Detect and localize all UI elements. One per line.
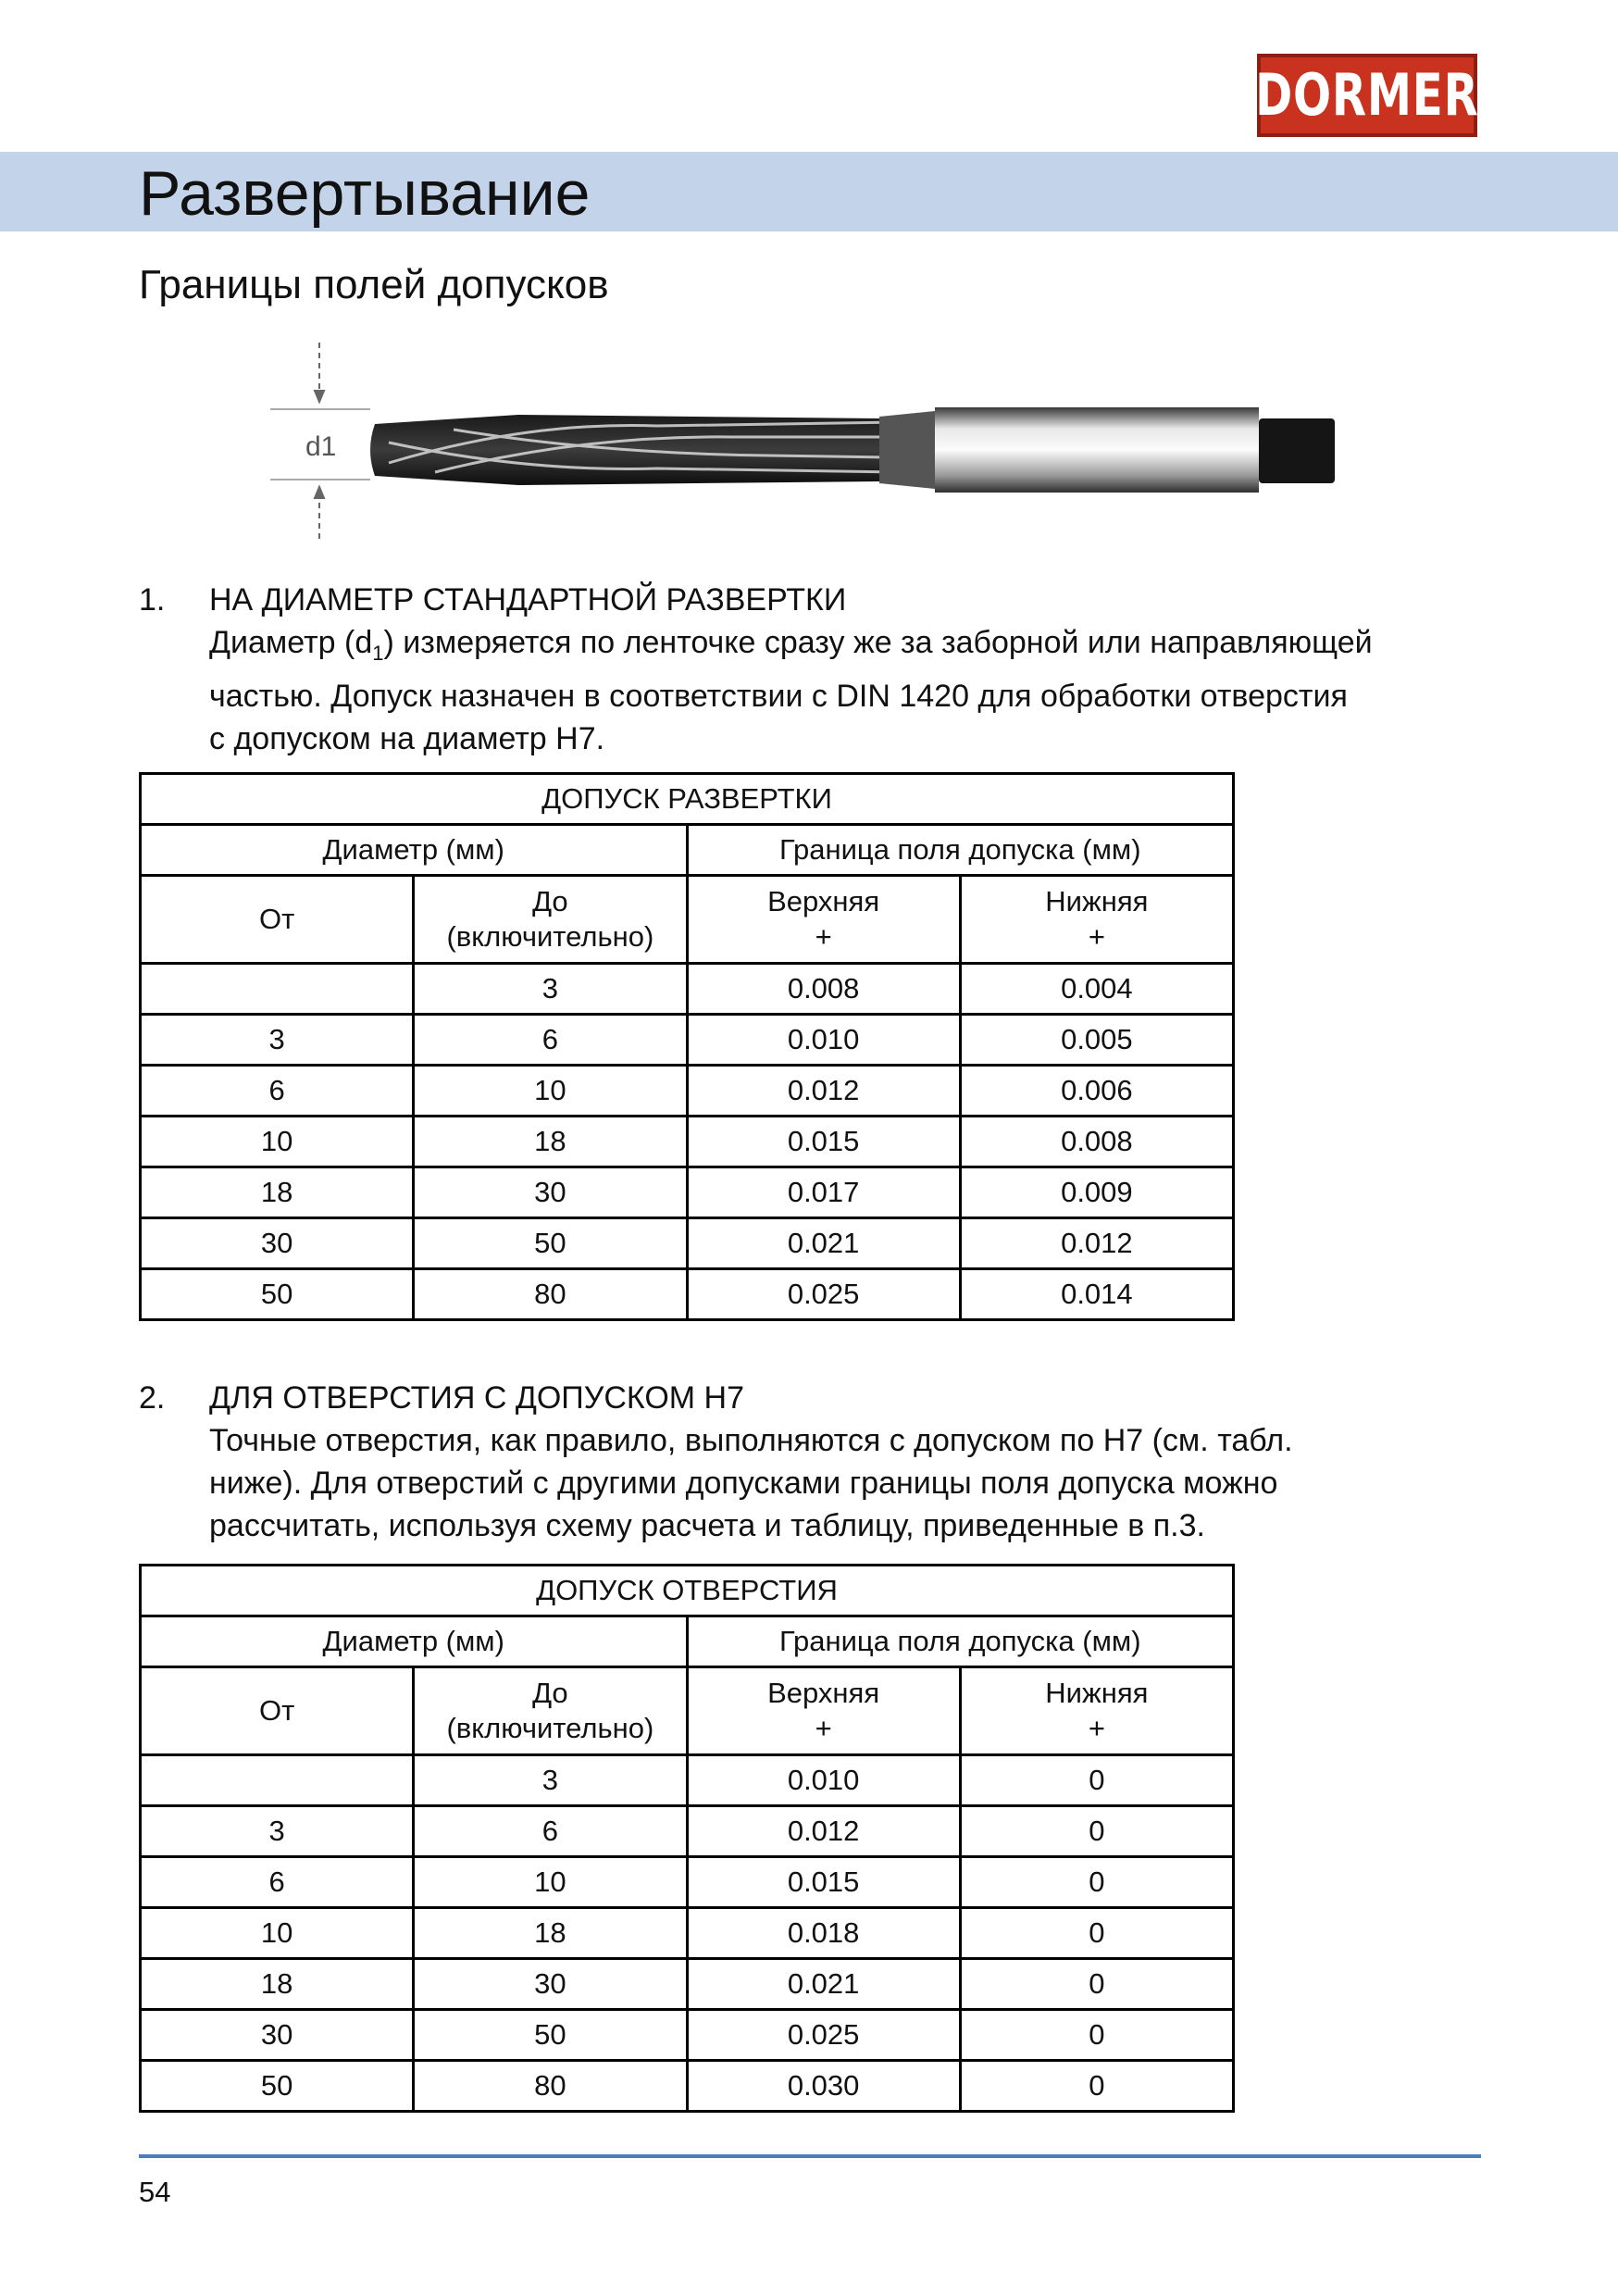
table-row: 18 30 0.017 0.009 — [141, 1167, 1234, 1218]
section-number: 2. — [139, 1380, 166, 1416]
table-row: 6 10 0.015 0 — [141, 1857, 1234, 1908]
page-title: Развертывание — [139, 158, 591, 229]
header-to: До (включительно) — [414, 1667, 687, 1755]
hole-tolerance-table — [139, 1564, 1235, 2113]
table-row: 3 0.010 0 — [141, 1755, 1234, 1806]
header-from: От — [141, 1667, 414, 1755]
header-to: До (включительно) — [414, 876, 687, 964]
header-tolerance-limit: Граница поля допуска (мм) — [687, 1616, 1234, 1667]
paragraph-line: рассчитать, используя схему расчета и таблицу, приведенные в п.3. — [209, 1508, 1205, 1543]
header-lower: Нижняя + — [960, 1667, 1233, 1755]
reamer-illustration — [250, 333, 1379, 546]
header-upper: Верхняя + — [687, 1667, 960, 1755]
section-h7-hole — [139, 1377, 1490, 1547]
paragraph-line: ниже). Для отверстий с другими допусками границы поля допуска можно — [209, 1466, 1278, 1501]
reamer-tolerance-table — [139, 772, 1235, 1321]
dimension-label: d1 — [305, 431, 337, 462]
section-heading: ДЛЯ ОТВЕРСТИЯ С ДОПУСКОМ H7 — [209, 1380, 744, 1416]
logo-text: DORMER — [1255, 61, 1479, 129]
header-upper: Верхняя + — [687, 876, 960, 964]
section-heading: НА ДИАМЕТР СТАНДАРТНОЙ РАЗВЕРТКИ — [209, 582, 847, 618]
header-from: От — [141, 876, 414, 964]
table-row: 10 18 0.015 0.008 — [141, 1117, 1234, 1167]
page-subtitle: Границы полей допусков — [139, 262, 609, 307]
table-row: 6 10 0.012 0.006 — [141, 1066, 1234, 1117]
paragraph-line: с допуском на диаметр H7. — [209, 720, 605, 756]
table-row: 10 18 0.018 0 — [141, 1908, 1234, 1959]
paragraph-line: частью. Допуск назначен в соответствии с DIN 1420 для обработки отверстия — [209, 678, 1348, 714]
section-number: 1. — [139, 582, 166, 618]
footer-divider — [139, 2154, 1481, 2158]
page-number: 54 — [139, 2176, 171, 2208]
section-body — [209, 621, 1490, 760]
section-reamer-diameter — [139, 579, 1490, 760]
table-title: ДОПУСК РАЗВЕРТКИ — [141, 774, 1234, 825]
table-row: 3 6 0.010 0.005 — [141, 1015, 1234, 1066]
paragraph-line: Диаметр $(d_1)$ измеряется по ленточке сразу же за заборной или направляющей — [209, 625, 1373, 665]
header-lower: Нижняя + — [960, 876, 1233, 964]
table-row: 18 30 0.021 0 — [141, 1959, 1234, 2010]
table-row: 50 80 0.025 0.014 — [141, 1269, 1234, 1320]
header-diameter: Диаметр (мм) — [141, 1616, 688, 1667]
section-body — [209, 1419, 1490, 1547]
table-title: ДОПУСК ОТВЕРСТИЯ — [141, 1566, 1234, 1616]
header-tolerance-limit: Граница поля допуска (мм) — [687, 825, 1234, 876]
table-row: 3 6 0.012 0 — [141, 1806, 1234, 1857]
table-row: 3 0.008 0.004 — [141, 964, 1234, 1015]
header-diameter: Диаметр (мм) — [141, 825, 688, 876]
table-row: 30 50 0.025 0 — [141, 2010, 1234, 2061]
table-row: 50 80 0.030 0 — [141, 2061, 1234, 2112]
paragraph-line: Точные отверстия, как правило, выполняются с допуском по H7 (см. табл. — [209, 1423, 1293, 1458]
table-row: 30 50 0.021 0.012 — [141, 1218, 1234, 1269]
dormer-logo — [1257, 54, 1477, 137]
